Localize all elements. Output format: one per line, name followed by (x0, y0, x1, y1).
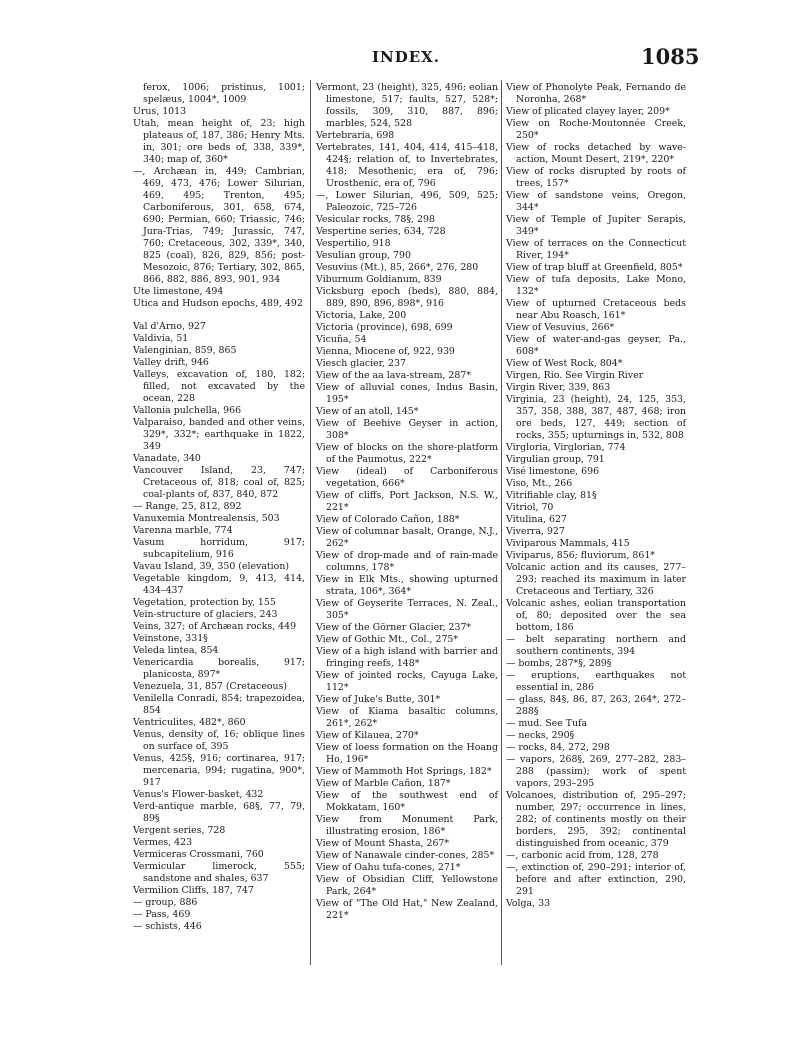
index-entry: Vermont, 23 (height), 325, 496; eolian limestone, 517; faults, 527, 528*; fossils, 309, 310, 887, 896; marbles, 524, 528 (316, 82, 498, 129)
index-entry: Vesulian group, 790 (316, 250, 411, 261)
index-entry: View of alluvial cones, Indus Basin, 195* (316, 382, 498, 405)
index-entry: Vavau Island, 39, 350 (elevation) (133, 561, 290, 572)
index-entry: Vallonia pulchella, 966 (133, 405, 242, 416)
index-entry: — bombs, 287*§, 289§ (506, 658, 612, 669)
index-entry: View of Vesuvius, 266* (506, 322, 615, 333)
index-entry: Utah, mean height of, 23; high plateaus of, 187, 386; Henry Mts. in, 301; ore beds of, 338, 339*, 340; map of, 360* (133, 118, 305, 165)
index-entry: View of tufa deposits, Lake Mono, 132* (506, 274, 686, 297)
index-entry: Vesuvius (Mt.), 85, 266*, 276, 280 (316, 262, 479, 273)
index-entry: — necks, 290§ (506, 730, 575, 741)
index-entry: — rocks, 84, 272, 298 (506, 742, 610, 753)
index-entry: — belt separating northern and southern continents, 394 (506, 634, 686, 657)
index-entry: View of the aa lava-stream, 287* (316, 370, 472, 381)
index-entry: View of Kilauea, 270* (316, 730, 419, 741)
column-divider-2 (501, 80, 502, 965)
index-entry: Vegetation, protection by, 155 (133, 597, 276, 608)
index-entry: Urus, 1013 (133, 106, 187, 117)
index-entry: View of Juke's Butte, 301* (316, 694, 441, 705)
index-entry: Volcanic action and its causes, 277–293; reached its maximum in later Cretaceous and Tertiary, 326 (506, 562, 686, 597)
index-entry: View of the Görner Glacier, 237* (316, 622, 472, 633)
index-entry: Valdivia, 51 (133, 333, 189, 344)
index-entry: Vespertilio, 918 (316, 238, 391, 249)
index-entry: View of an atoll, 145* (316, 406, 419, 417)
index-entry: View of upturned Cretaceous beds near Abu Roasch, 161* (506, 298, 686, 321)
index-entry: — glass, 84§, 86, 87, 263, 264*, 272–288§ (506, 694, 686, 717)
index-entry: View of Kiama basaltic columns, 261*, 262* (316, 706, 498, 729)
index-entry: —, extinction of, 290–291; interior of, before and after extinction, 290, 291 (506, 862, 686, 897)
index-entry: Victoria (province), 698, 699 (316, 322, 453, 333)
index-entry: Vermiceras Crossmani, 760 (133, 849, 264, 860)
index-entry: Viviparous Mammals, 415 (506, 538, 630, 549)
index-entry: View of columnar basalt, Orange, N.J., 262* (316, 526, 498, 549)
index-entry: Vitulina, 627 (506, 514, 567, 525)
index-entry: — Pass, 469 (133, 909, 191, 920)
index-entry: ferox, 1006; pristinus, 1001; spelæus, 1004*, 1009 (143, 82, 305, 105)
index-entry: View of terraces on the Connecticut River, 194* (506, 238, 686, 261)
index-entry: Valleys, excavation of, 180, 182; filled, not excavated by the ocean, 228 (133, 369, 305, 404)
index-entry: Visé limestone, 696 (506, 466, 600, 477)
index-entry: Vanadate, 340 (133, 453, 201, 464)
index-entry: View of trap bluff at Greenfield, 805* (506, 262, 683, 273)
index-entry: View of cliffs, Port Jackson, N.S. W., 221* (316, 490, 498, 513)
index-entry: — mud. See Tufa (506, 718, 588, 729)
index-entry: Valenginian, 859, 865 (133, 345, 237, 356)
index-column-1 (133, 82, 305, 933)
index-entry: View of drop-made and of rain-made columns, 178* (316, 550, 498, 573)
index-entry: Vermicular limerock, 555; sandstone and shales, 637 (133, 861, 305, 884)
index-entry: Valley drift, 946 (133, 357, 209, 368)
index-entry: Volcanoes, distribution of, 295–297; number, 297; occurrence in lines, 282; of continents mostly on their borders, 295, 392; continental distinguished from oceanic, 379 (506, 790, 686, 849)
index-entry: Vermilion Cliffs, 187, 747 (133, 885, 254, 896)
index-entry: Vertebraria, 698 (316, 130, 395, 141)
index-entry: View of Marble Cañon, 187* (316, 778, 451, 789)
index-entry: Vitriol, 70 (506, 502, 554, 513)
index-entry: Venus, density of, 16; oblique lines on surface of, 395 (133, 729, 305, 752)
index-entry: View of blocks on the shore-platform of the Paumotus, 222* (316, 442, 498, 465)
index-entry: Varenna marble, 774 (133, 525, 233, 536)
index-entry: — eruptions, earthquakes not essential in, 286 (506, 670, 686, 693)
index-entry: View of the southwest end of Mokkatam, 160* (316, 790, 498, 813)
index-entry: View of Obsidian Cliff, Yellowstone Park, 264* (316, 874, 498, 897)
index-entry: Viverra, 927 (506, 526, 565, 537)
index-column-3 (506, 82, 686, 910)
index-entry: View of Phonolyte Peak, Fernando de Noronha, 268* (506, 82, 686, 105)
index-entry: View of loess formation on the Hoang Ho, 196* (316, 742, 498, 765)
index-entry: View of Mount Shasta, 267* (316, 838, 450, 849)
index-entry: Viburnum Goldianum, 839 (316, 274, 442, 285)
index-entry: —, Archæan in, 449; Cambrian, 469, 473, 476; Lower Silurian, 469, 495; Trenton, 495; Carboniferous, 301, 658, 674, 690; Permian, 660; Triassic, 746; Jura-Trias, 749; Jurassic, 747, 760; Cretaceous, 302, 339*, 340, 825 (coal), 826, 829, 856; post-Mesozoic, 876; Tertiary, 302, 865, 866, 882, 886, 893, 901, 934 (133, 166, 305, 285)
index-entry: Ute limestone, 494 (133, 286, 224, 297)
index-entry: — group, 886 (133, 897, 198, 908)
index-entry: Vegetable kingdom, 9, 413, 414, 434–437 (133, 573, 305, 596)
index-entry: View of West Rock, 804* (506, 358, 623, 369)
column-divider-1 (310, 80, 311, 965)
index-entry: Venericardia borealis, 917; planicosta, 897* (133, 657, 305, 680)
index-entry: Vanuxemia Montrealensis, 503 (133, 513, 280, 524)
index-entry: Val d'Arno, 927 (133, 321, 206, 332)
index-entry: Verd-antique marble, 68§, 77, 79, 89§ (133, 801, 305, 824)
index-entry: View of jointed rocks, Cayuga Lake, 112* (316, 670, 498, 693)
index-entry: Vancouver Island, 23, 747; Cretaceous of, 818; coal of, 825; coal-plants of, 837, 840, 872 (133, 465, 305, 500)
index-entry: View in Elk Mts., showing upturned strata, 106*, 364* (316, 574, 498, 597)
index-entry: View of Nanawale cinder-cones, 285* (316, 850, 495, 861)
index-entry: View of a high island with barrier and fringing reefs, 148* (316, 646, 498, 669)
index-entry: View of Geyserite Terraces, N. Zeal., 305* (316, 598, 498, 621)
index-entry: View of sandstone veins, Oregon, 344* (506, 190, 686, 213)
index-entry: Viesch glacier, 237 (316, 358, 406, 369)
index-entry: View of plicated clayey layer, 209* (506, 106, 670, 117)
index-entry: Veins, 327; of Archæan rocks, 449 (133, 621, 297, 632)
index-entry: View of "The Old Hat," New Zealand, 221* (316, 898, 498, 921)
index-entry: Vespertine series, 634, 728 (316, 226, 446, 237)
index-entry: View of Mammoth Hot Springs, 182* (316, 766, 492, 777)
index-entry: View of Gothic Mt., Col., 275* (316, 634, 459, 645)
index-entry: —, carbonic acid from, 128, 278 (506, 850, 659, 861)
index-entry: Vein-structure of glaciers, 243 (133, 609, 278, 620)
index-entry: Virgen, Rio. See Virgin River (506, 370, 644, 381)
index-entry: Venezuela, 31, 857 (Cretaceous) (133, 681, 288, 692)
section-gap (133, 310, 305, 321)
index-entry: — Range, 25, 812, 892 (133, 501, 242, 512)
index-entry: Vienna, Miocene of, 922, 939 (316, 346, 455, 357)
index-entry: Viso, Mt., 266 (506, 478, 573, 489)
index-entry: Virgin River, 339, 863 (506, 382, 611, 393)
index-entry: Vertebrates, 141, 404, 414, 415–418, 424§; relation of, to Invertebrates, 418; Mesothenic, era of, 796; Urosthenic, era of, 796 (316, 142, 498, 189)
index-entry: Virginia, 23 (height), 24, 125, 353, 357, 358, 388, 387, 487, 468; iron ore beds, 127, 449; section of rocks, 355; upturnings in, 532, 808 (506, 394, 686, 441)
index-entry: View (ideal) of Carboniferous vegetation, 666* (316, 466, 498, 489)
index-entry: View of Beehive Geyser in action, 308* (316, 418, 498, 441)
index-entry: View of rocks detached by wave-action, Mount Desert, 219*, 220* (506, 142, 686, 165)
index-entry: Volga, 33 (506, 898, 551, 909)
index-entry: Virgloria, Virglorian, 774 (506, 442, 626, 453)
running-head: INDEX. (372, 48, 441, 66)
index-entry: View on Roche-Moutonnée Creek, 250* (506, 118, 686, 141)
index-entry: View from Monument Park, illustrating erosion, 186* (316, 814, 498, 837)
index-entry: Volcanic ashes, eolian transportation of, 80; deposited over the sea bottom, 186 (506, 598, 686, 633)
page-number: 1085 (641, 44, 700, 69)
index-entry: Venus, 425§, 916; cortinarea, 917; mercenaria, 994; rugatina, 900*, 917 (133, 753, 305, 788)
index-entry: Vitrifiable clay, 81§ (506, 490, 597, 501)
index-entry: Venus's Flower-basket, 432 (133, 789, 264, 800)
index-entry: Vicuña, 54 (316, 334, 367, 345)
index-entry: Valparaiso, banded and other veins, 329*, 332*; earthquake in 1822, 349 (133, 417, 305, 452)
index-entry: View of Oahu tufa-cones, 271* (316, 862, 461, 873)
index-entry: Veleda lintea, 854 (133, 645, 219, 656)
index-entry: Veinstone, 331§ (133, 633, 208, 644)
index-entry: Vermes, 423 (133, 837, 193, 848)
index-entry: Viviparus, 856; fluviorum, 861* (506, 550, 655, 561)
index-entry: View of rocks disrupted by roots of trees, 157* (506, 166, 686, 189)
index-entry: Vergent series, 728 (133, 825, 226, 836)
index-entry: — schists, 446 (133, 921, 202, 932)
index-column-2 (316, 82, 498, 922)
index-entry: Vasum horridum, 917; subcapitelium, 916 (133, 537, 305, 560)
index-entry: View of water-and-gas geyser, Pa., 608* (506, 334, 686, 357)
index-entry: Virgulian group, 791 (506, 454, 605, 465)
index-entry: — vapors, 268§, 269, 277–282, 283–288 (passim); work of spent vapors, 293–295 (506, 754, 686, 789)
index-entry: View of Colorado Cañon, 188* (316, 514, 460, 525)
index-entry: View of Temple of Jupiter Serapis, 349* (506, 214, 686, 237)
index-entry: Vesicular rocks, 78§, 298 (316, 214, 435, 225)
index-entry: —, Lower Silurian, 496, 509, 525; Paleozoic, 725–726 (316, 190, 498, 213)
index-entry: Venilella Conradi, 854; trapezoidea, 854 (133, 693, 305, 716)
index-entry: Vicksburg epoch (beds), 880, 884, 889, 890, 896, 898*, 916 (316, 286, 498, 309)
index-entry: Utica and Hudson epochs, 489, 492 (133, 298, 303, 309)
index-entry: Ventriculites, 482*, 860 (133, 717, 246, 728)
index-entry: Victoria, Lake, 200 (316, 310, 407, 321)
